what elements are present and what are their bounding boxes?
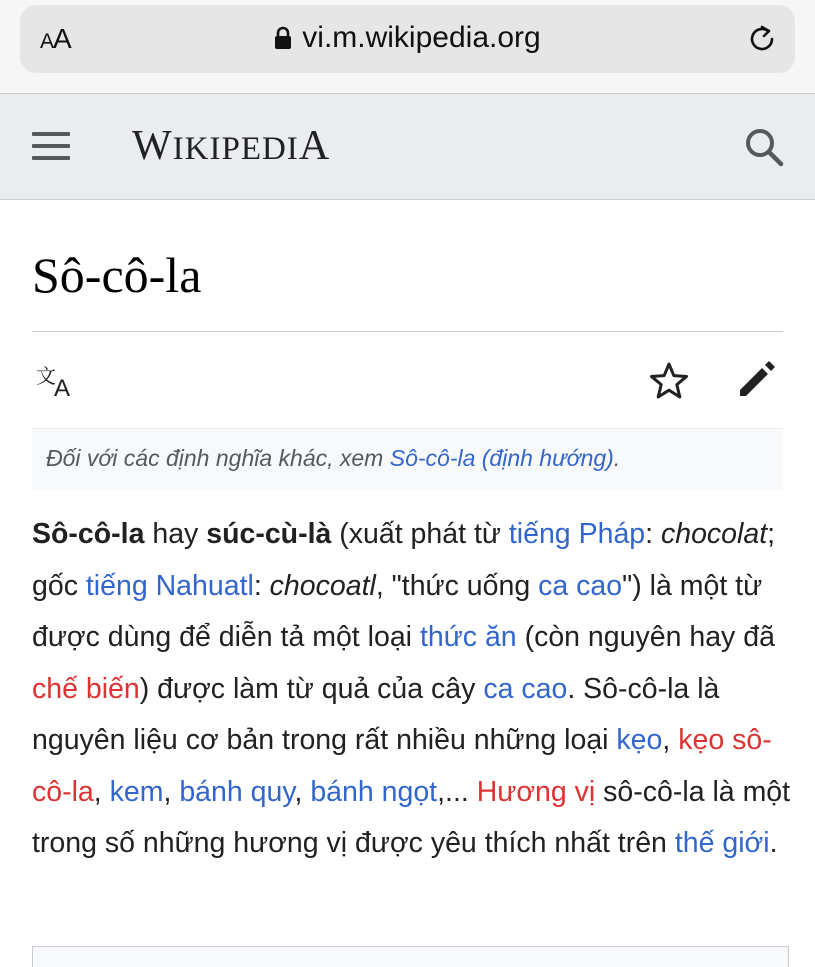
title-divider (32, 331, 783, 332)
link-banh-quy[interactable]: bánh quy (179, 775, 295, 808)
text-size-big-a: A (53, 23, 71, 54)
text: , (662, 724, 679, 756)
search-icon[interactable] (743, 126, 785, 168)
wordmark-a: A (298, 123, 331, 169)
link-keo[interactable]: kẹo (616, 724, 663, 756)
link-ca-cao[interactable]: ca cao (538, 569, 623, 602)
text: : (645, 518, 661, 550)
text-size-small-a: A (40, 30, 54, 53)
wikipedia-wordmark[interactable] (132, 122, 330, 170)
redlink-keo-so-co-la[interactable]: kẹo sô-cô-la (32, 724, 772, 808)
text: , (163, 775, 180, 808)
text: sô-cô-la là một trong số những hương vị được yêu thích nhất trên (32, 775, 791, 859)
svg-text:文: 文 (36, 364, 56, 388)
hatnote-suffix: . (613, 445, 621, 471)
redlink-huong-vi[interactable]: Hương vị (476, 775, 596, 808)
text: , (294, 775, 311, 808)
text: ") là một từ được dùng để diễn tả một loại (32, 569, 763, 653)
link-banh-ngot[interactable]: bánh ngọt (310, 775, 438, 808)
text: . Sô-cô-la là nguyên liệu cơ bản trong rất nhiều những loại (32, 672, 720, 756)
italic-term: chocoatl (269, 569, 376, 602)
lead-paragraph (32, 509, 792, 870)
text: : (253, 569, 270, 602)
link-the-gioi[interactable]: thế giới (674, 827, 770, 859)
term-bold-alt: súc-cù-là (206, 518, 332, 550)
text: (xuất phát từ (331, 518, 509, 550)
svg-text:A: A (54, 375, 71, 399)
term-bold: Sô-cô-la (32, 518, 145, 550)
watch-star-icon[interactable] (648, 360, 690, 402)
redlink-che-bien[interactable]: chế biến (32, 672, 140, 705)
text: hay (144, 518, 207, 550)
wordmark-rest: IKIPEDI (172, 131, 299, 167)
page-title: Sô-cô-la (32, 247, 202, 303)
lock-icon (274, 26, 292, 50)
hatnote-text: Đối với các định nghĩa khác, xem (46, 445, 390, 471)
text: ) được làm từ quả của cây (139, 672, 484, 705)
reload-icon[interactable] (745, 22, 779, 56)
link-ca-cao-2[interactable]: ca cao (483, 672, 568, 705)
url-text: vi.m.wikipedia.org (302, 21, 541, 54)
text: . (769, 827, 778, 859)
italic-term: chocolat (660, 518, 768, 550)
infobox-top-edge (32, 946, 789, 967)
link-tieng-phap[interactable]: tiếng Pháp (508, 518, 646, 550)
text: (còn nguyên hay đã (516, 621, 775, 653)
browser-toolbar (0, 0, 815, 93)
url-display[interactable] (20, 21, 795, 55)
hatnote-link[interactable]: Sô-cô-la (định hướng) (389, 445, 614, 471)
text: ; gốc (32, 518, 776, 602)
text: , (93, 775, 110, 808)
language-icon[interactable] (36, 363, 80, 399)
link-thuc-an[interactable]: thức ăn (419, 621, 517, 653)
link-kem[interactable]: kem (109, 775, 164, 808)
hatnote (32, 428, 783, 490)
text: , "thức uống (375, 569, 539, 602)
wordmark-w: W (132, 123, 173, 169)
link-tieng-nahuatl[interactable]: tiếng Nahuatl (85, 569, 254, 602)
edit-pencil-icon[interactable] (736, 360, 776, 400)
wiki-header (0, 93, 815, 200)
hamburger-menu-icon[interactable] (32, 132, 70, 162)
text: ,... (437, 775, 477, 808)
address-bar[interactable] (20, 5, 795, 73)
